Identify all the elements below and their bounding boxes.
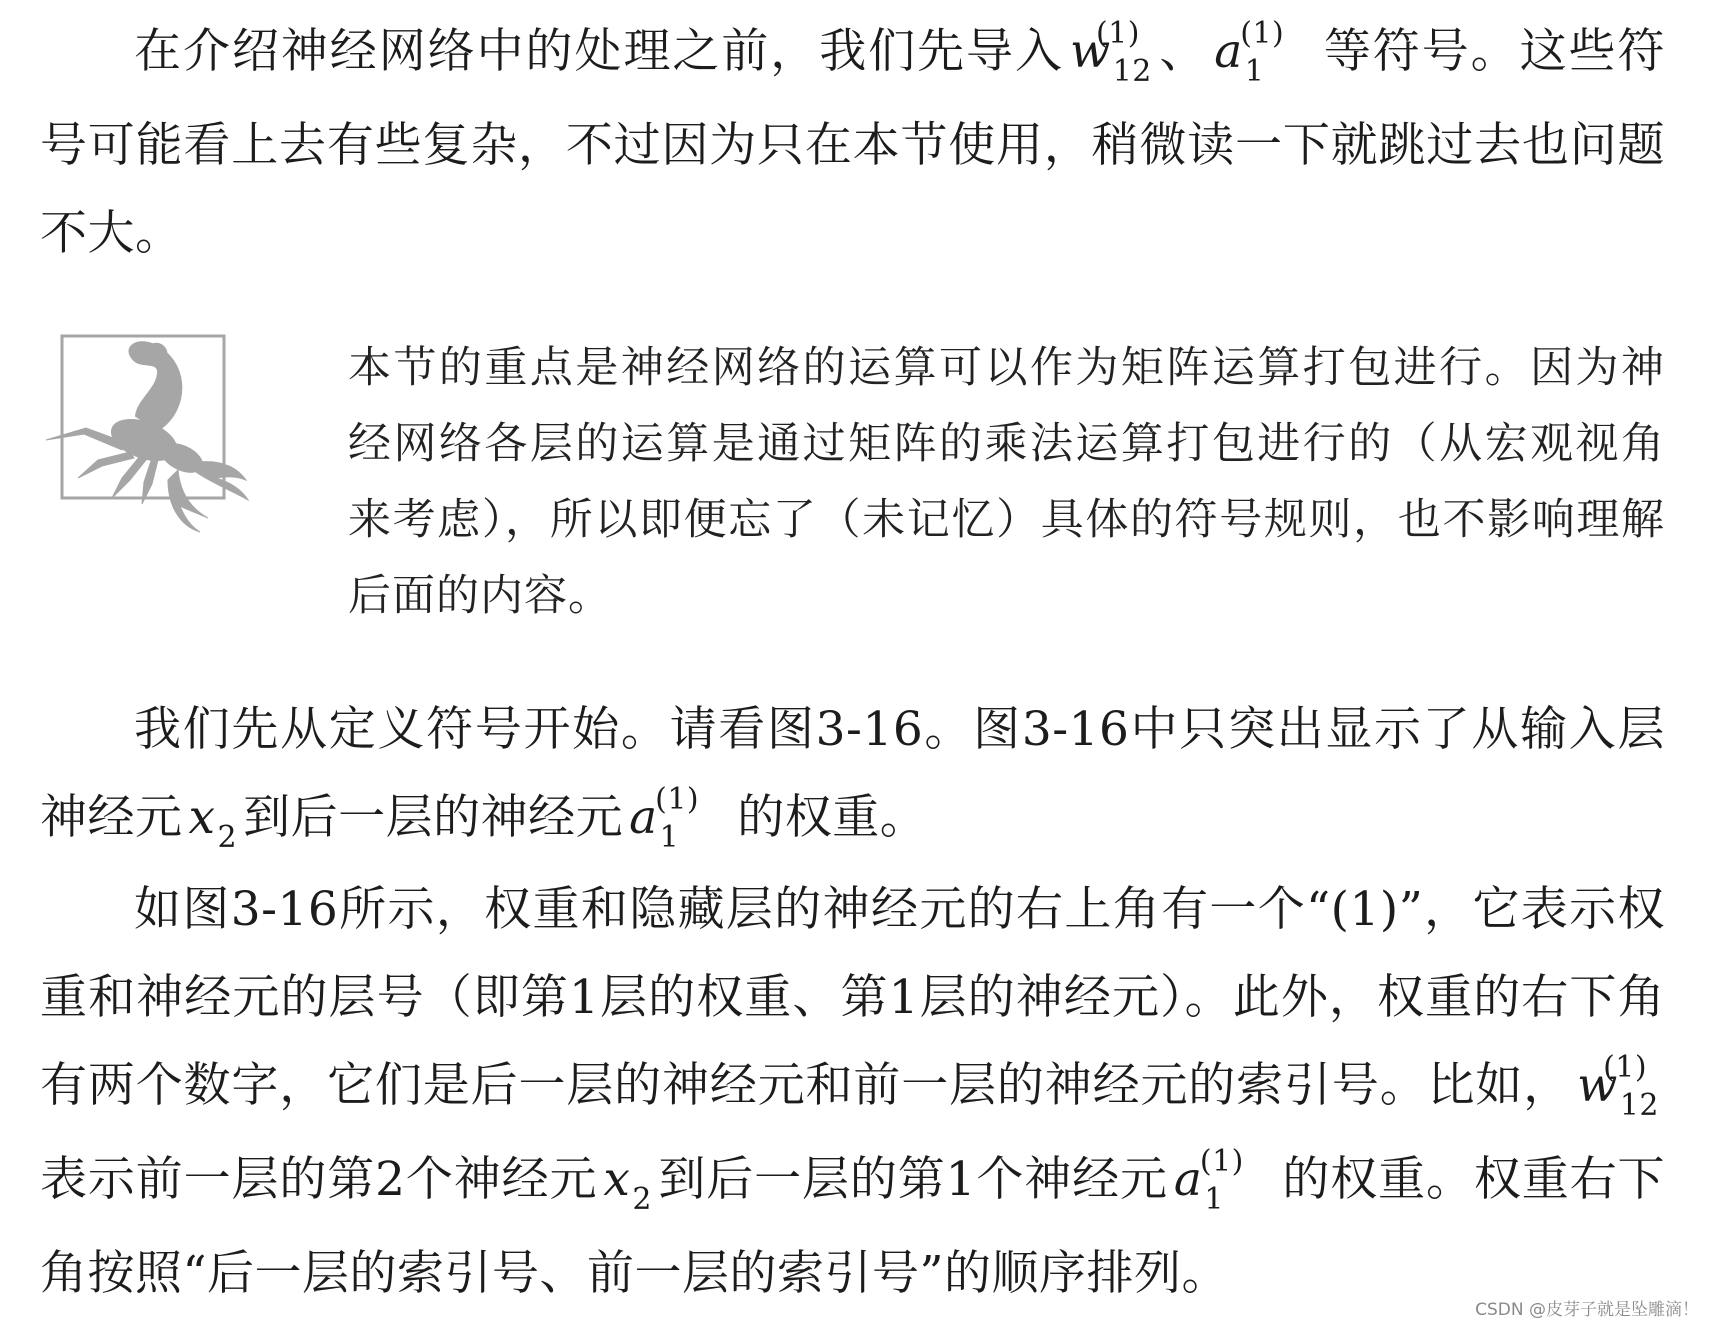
paragraph-definition-text-3: 的权重。 <box>737 790 928 845</box>
paragraph-intro <box>40 8 1665 278</box>
paragraph-definition <box>40 686 1665 868</box>
paragraph-intro-text-1: 在介绍神经网络中的处理之前，我们先导入 <box>134 24 1064 79</box>
paragraph-explanation-text-4: 的权重。权重右下角按照“后一层的索引号、前一层的索引号”的顺序排列。 <box>40 1152 1666 1301</box>
paragraph-explanation-text-3: 到后一层的第1个神经元 <box>658 1152 1168 1207</box>
neuron-symbol-a1: a (1) $_1$ <box>1214 16 1285 89</box>
watermark: CSDN @皮芽子就是坠雕滴！ <box>1475 1300 1699 1320</box>
weight-symbol-w12: w (1) $_{12}$ <box>1069 16 1152 89</box>
paragraph-explanation-text-1: 如图3-16所示，权重和隐藏层的神经元的右上角有一个“(1)”，它表示权重和神经元的层号（即第1层的权重、第1层的神经元）。此外，权重的右下角有两个数字，它们是后一层的神经元和前一层的神经元的索引号。比如， <box>40 882 1665 1113</box>
paragraph-explanation <box>40 866 1665 1318</box>
weight-symbol-w12: w (1) $_{12}$ <box>1577 1050 1659 1123</box>
input-symbol-x2: $x_2$ <box>188 790 238 855</box>
paragraph-explanation-text-2: 表示前一层的第2个神经元 <box>40 1152 598 1207</box>
separator: 、 <box>1157 24 1209 79</box>
input-symbol-x2: $x_2$ <box>603 1152 652 1217</box>
paragraph-definition-text-2: 到后一层的神经元 <box>243 790 624 845</box>
neuron-symbol-a1: a (1) $_1$ <box>629 782 700 855</box>
paragraph-intro-text-2: 等符号。这些符号可能看上去有些复杂，不过因为只在本节使用，稍微读一下就跳过去也问题不大。 <box>40 24 1666 261</box>
note-box <box>40 330 1665 630</box>
note-text: 本节的重点是神经网络的运算可以作为矩阵运算打包进行。因为神经网络各层的运算是通过矩阵的乘法运算打包进行的（从宏观视角来考虑），所以即便忘了（未记忆）具体的符号规则，也不影响理解后面的内容。 <box>348 343 1665 621</box>
paragraph-definition-text-1: 我们先从定义符号开始。请看图3-16。图3-16中只突出显示了从输入层神经元 <box>40 702 1665 845</box>
neuron-symbol-a1: a (1) $_1$ <box>1173 1144 1244 1217</box>
scorpion-icon <box>40 330 280 540</box>
